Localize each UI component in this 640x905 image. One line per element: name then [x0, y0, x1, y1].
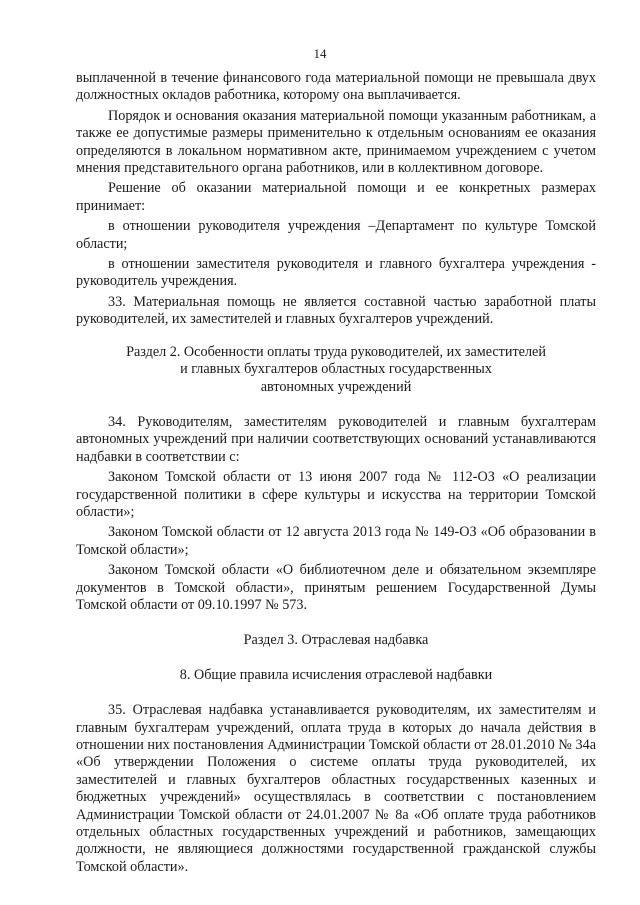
paragraph: Решение об оказании материальной помощи и ее конкретных размерах принимает: — [76, 180, 596, 214]
paragraph: выплаченной в течение финансового года материальной помощи не превышала двух должностных окладов работника, которому она выплачивается. — [76, 70, 596, 104]
section-2-heading — [76, 344, 596, 396]
paragraph: Законом Томской области от 13 июня 2007 года № 112-ОЗ «О реализации государственной политики в сфере культуры и искусства на территории Томской области»; — [76, 469, 596, 520]
paragraph: 33. Материальная помощь не является составной частью заработной платы руководителей, их заместителей и главных бухгалтеров учреждений. — [76, 293, 596, 328]
paragraph: 34. Руководителям, заместителям руководителей и главным бухгалтерам автономных учреждений при наличии соответствующих оснований устанавливаются надбавки в соответствии с: — [76, 413, 596, 465]
paragraph: в отношении заместителя руководителя и главного бухгалтера учреждения - руководитель учреждения. — [76, 256, 596, 290]
document-body — [76, 70, 596, 876]
section-heading-line: Раздел 2. Особенности оплаты труда руководителей, их заместителей — [126, 343, 546, 360]
section-heading-line: автономных учреждений — [260, 378, 412, 395]
paragraph: Законом Томской области «О библиотечном деле и обязательном экземпляре документов в Томской области», принятым решением Государственной Думы Томской области от 09.10.1997 № 573. — [76, 562, 596, 613]
paragraph: Порядок и основания оказания материальной помощи указанным работникам, а также ее допустимые размеры применительно к отдельным основаниям ее оказания определяются в локальном нормативном акте, принимаемом учреждением с учетом мнения представительного органа работников, или в коллективном договоре. — [76, 107, 596, 177]
subsection-heading: 8. Общие правила исчисления отраслевой надбавки — [179, 666, 493, 683]
section-heading-line: и главных бухгалтеров областных государственных — [180, 361, 492, 378]
page-number: 14 — [313, 46, 327, 61]
section-3-heading: Раздел 3. Отраслевая надбавка — [243, 632, 429, 649]
paragraph: Законом Томской области от 12 августа 2013 года № 149-ОЗ «Об образовании в Томской области»; — [76, 524, 596, 558]
paragraph: в отношении руководителя учреждения –Департамент по культуре Томской области; — [76, 218, 596, 252]
paragraph: 35. Отраслевая надбавка устанавливается руководителям, их заместителям и главным бухгалтерам учреждений, оплата труда в которых до начала действия в отношении них постановления Администрации Томской области от 28.01.2010 № 34а «Об утверждении Положения о системе оплаты труда руководителей, их заместителей и главных бухгалтеров областных государственных казенных и бюджетных учреждений» осуществлялась в соответствии с постановлением Администрации Томской области от 24.01.2007 № 8а «Об оплате труда работников отдельных областных государственных учреждений и работников, замещающих должности, не являющиеся должностями государственной гражданской службы Томской области». — [76, 702, 596, 875]
